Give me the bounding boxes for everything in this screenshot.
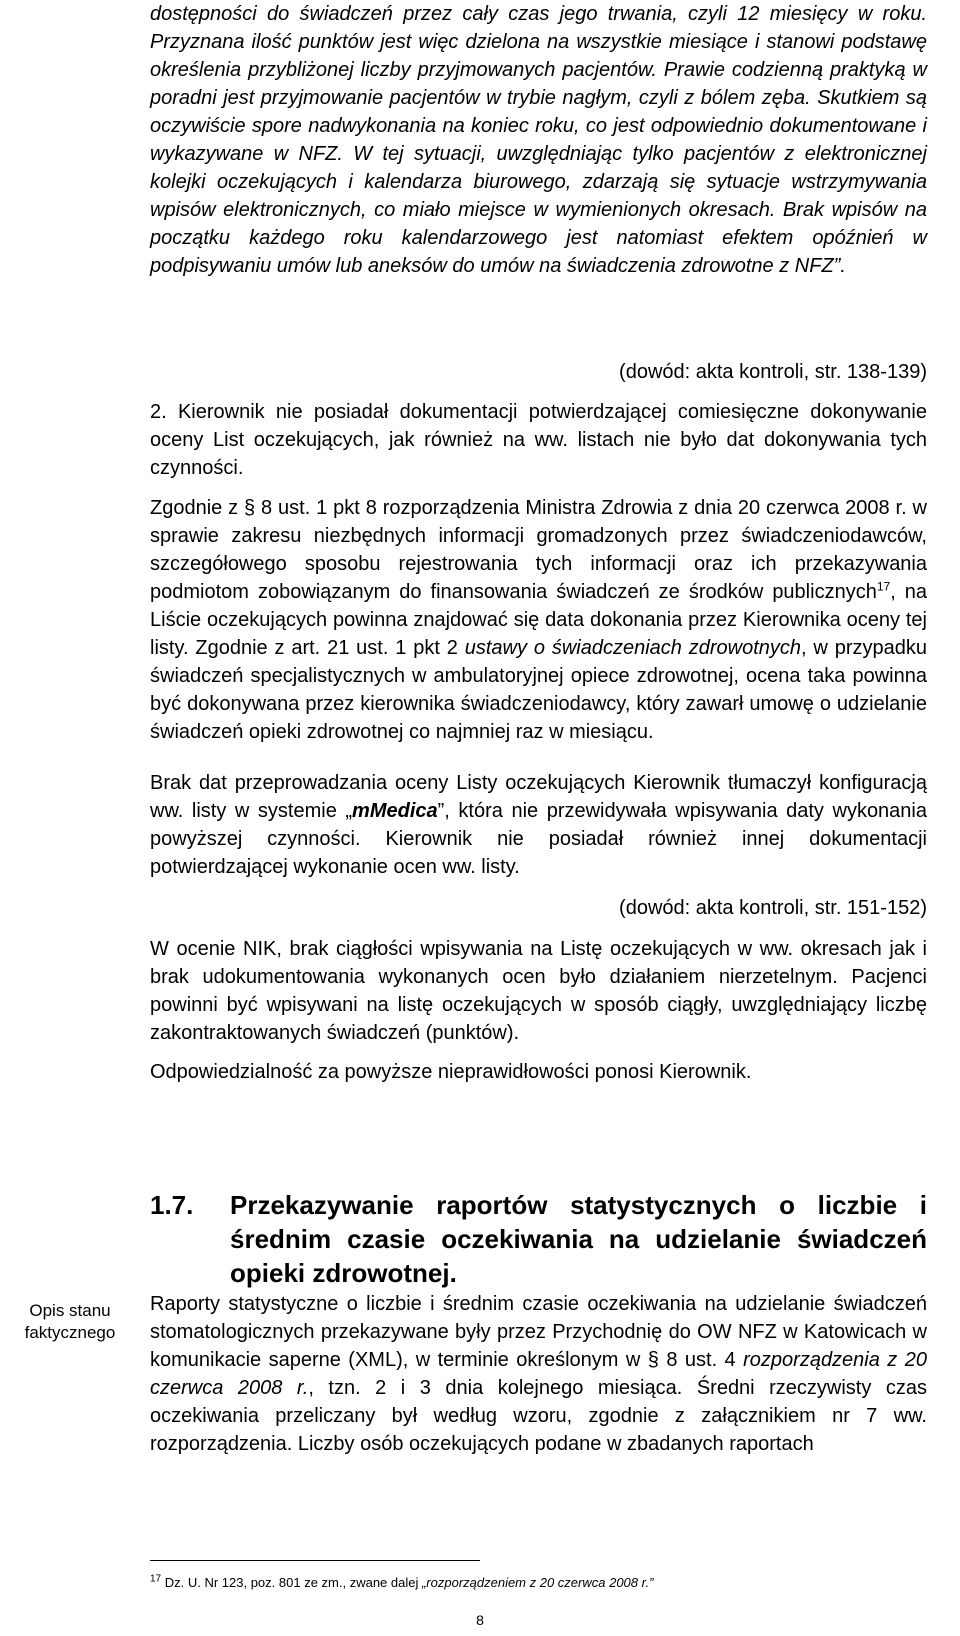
paragraph-legal-basis (150, 494, 927, 746)
margin-note: Opis stanu faktycznego (24, 1301, 116, 1342)
paragraph-responsibility: Odpowiedzialność za powyższe nieprawidłowości ponosi Kierownik. (150, 1061, 752, 1083)
regulation-reference: rozporządzenia z 20 czerwca 2008 r. (150, 1349, 927, 1399)
footnote-text: Dz. U. Nr 123, poz. 801 ze zm., zwane dalej (161, 1575, 422, 1590)
section-title: Przekazywanie raportów statystycznych o liczbie i średnim czasie oczekiwania na udzielanie świadczeń opieki zdrowotnej. (230, 1190, 927, 1288)
footnote-italic-text: „rozporządzeniem z 20 czerwca 2008 r.” (421, 1575, 654, 1590)
footnote-marker: 17 (150, 1573, 162, 1585)
reports-text-a: Raporty statystyczne o liczbie i średnim czasie oczekiwania na udzielanie świadczeń stomatologicznych przekazywane były przez Przychodnię do OW NFZ w Katowicach w komunikacie saperne (XML), w terminie określonym w § 8 ust. 4 (150, 1293, 927, 1371)
evidence-reference-2: (dowód: akta kontroli, str. 151-152) (619, 897, 927, 919)
paragraph-finding-2: 2. Kierownik nie posiadał dokumentacji potwierdzającej comiesięczne dokonywanie oceny List oczekujących, jak również na ww. listach nie było dat dokonywania tych czynności. (150, 401, 927, 479)
section-number: 1.7. (150, 1190, 194, 1220)
mmedica-text-b: ”, która nie przewidywała wpisywania daty wykonania powyższej czynności. Kierownik nie posiadał również innej dokumentacji potwierdzającej wykonanie ocen ww. listy. (150, 800, 927, 878)
act-name: ustawy o świadczeniach zdrowotnych (464, 637, 802, 659)
page-number: 8 (476, 1612, 484, 1628)
paragraph-statistical-reports (150, 1290, 927, 1458)
footnote-ref-17: 17 (876, 579, 891, 594)
mmedica-text-a: Brak dat przeprowadzania oceny Listy oczekujących Kierownik tłumaczył konfiguracją ww. listy w systemie „ (150, 772, 927, 822)
legal-basis-text-b: , na Liście oczekujących powinna znajdować się data dokonania przez Kierownika oceny tej listy. Zgodnie z art. 21 ust. 1 pkt 2 (150, 581, 928, 659)
paragraph-explanation: dostępności do świadczeń przez cały czas jego trwania, czyli 12 miesięcy w roku. Przyznana ilość punktów jest więc dzielona na wszystkie miesiące i stanowi podstawę określenia przybliżonej liczby przyjmowanych pacjentów. Prawie codzienną praktyką w poradni jest przyjmowanie pacjentów w trybie nagłym, czyli z bólem zęba. Skutkiem są oczywiście spore nadwykonania na koniec roku, co jest odpowiednio dokumentowane i wykazywane w NFZ. W tej sytuacji, uwzględniając tylko pacjentów z elektronicznej kolejki oczekujących i kalendarza biurowego, zdarzają się sytuacje wstrzymywania wpisów elektronicznych, co miało miejsce w wymienionych okresach. Brak wpisów na początku każdego roku kalendarzowego jest natomiast efektem opóźnień w podpisywaniu umów lub aneksów do umów na świadczenia zdrowotne z NFZ”. (150, 3, 927, 277)
system-name: mMedica (352, 800, 438, 822)
footnote (150, 1574, 927, 1592)
section-heading (150, 1188, 927, 1290)
paragraph-nik-assessment: W ocenie NIK, brak ciągłości wpisywania na Listę oczekujących w ww. okresach jak i brak udokumentowania wykonanych ocen było działaniem nierzetelnym. Pacjenci powinni być wpisywani na listę oczekujących w sposób ciągły, uwzględniający liczbę zakontraktowanych świadczeń (punktów). (150, 938, 927, 1044)
legal-basis-text-a: Zgodnie z § 8 ust. 1 pkt 8 rozporządzenia Ministra Zdrowia z dnia 20 czerwca 2008 r. w sprawie zakresu niezbędnych informacji gromadzonych przez świadczeniodawców, szczegółowego sposobu rejestrowania tych informacji oraz ich przekazywania podmiotom zobowiązanym do finansowania świadczeń ze środków publicznych (150, 497, 927, 603)
paragraph-explanation-mmedica (150, 769, 927, 881)
legal-basis-text-c: , w przypadku świadczeń specjalistycznych w ambulatoryjnej opiece zdrowotnej, ocena taka powinna być dokonywana przez kierownika świadczeniodawcy, który zawarł umowę o udzielanie świadczeń opieki zdrowotnej co najmniej raz w miesiącu. (150, 637, 927, 743)
reports-text-b: , tzn. 2 i 3 dnia kolejnego miesiąca. Średni rzeczywisty czas oczekiwania przeliczany był według wzoru, zgodnie z załącznikiem nr 7 ww. rozporządzenia. Liczby osób oczekujących podane w zbadanych raportach (150, 1377, 927, 1455)
evidence-reference-1: (dowód: akta kontroli, str. 138-139) (619, 361, 927, 383)
footnote-separator (150, 1560, 480, 1561)
